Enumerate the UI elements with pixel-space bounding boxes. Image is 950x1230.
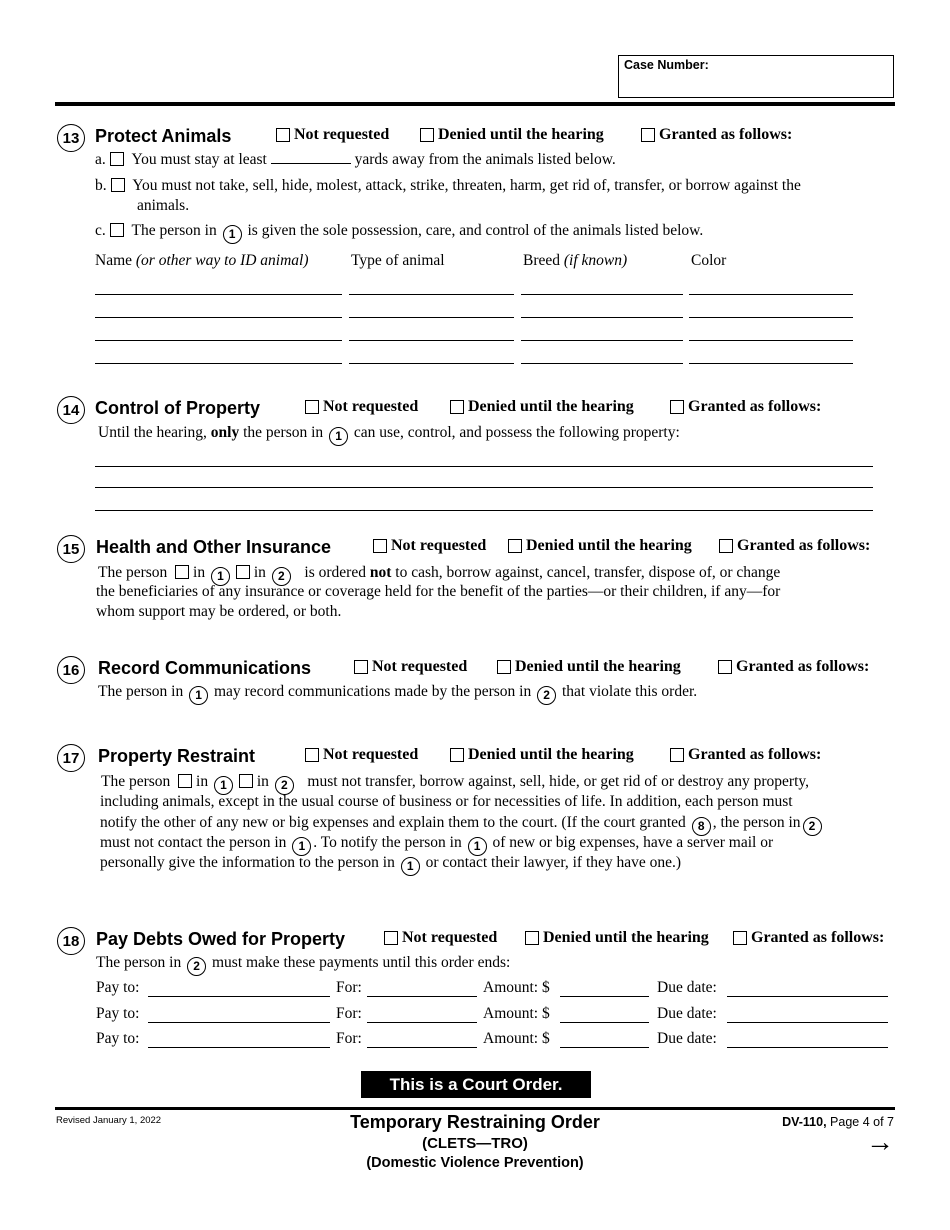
- checkbox[interactable]: [450, 400, 464, 414]
- pay-to-field-3[interactable]: [148, 1047, 330, 1048]
- footer-subtitle-clets: (CLETS—TRO): [422, 1135, 528, 1152]
- checkbox[interactable]: [497, 660, 511, 674]
- footer-rule: [55, 1107, 895, 1110]
- property-line-1[interactable]: [95, 466, 873, 467]
- for-field-3[interactable]: [367, 1047, 477, 1048]
- animal-row-2-name[interactable]: [95, 317, 342, 318]
- s17-denied[interactable]: Denied until the hearing: [450, 746, 634, 764]
- footer-subtitle-dvp: (Domestic Violence Prevention): [366, 1155, 584, 1171]
- checkbox[interactable]: [670, 748, 684, 762]
- due-date-label: Due date:: [657, 1005, 717, 1022]
- for-label: For:: [336, 1005, 362, 1022]
- footer-title: Temporary Restraining Order: [350, 1112, 600, 1132]
- animal-row-2-color[interactable]: [689, 317, 853, 318]
- s16-granted[interactable]: Granted as follows:: [718, 658, 869, 676]
- animal-row-3-color[interactable]: [689, 340, 853, 341]
- s18-not-requested[interactable]: Not requested: [384, 929, 497, 947]
- checkbox[interactable]: [508, 539, 522, 553]
- pay-to-field-2[interactable]: [148, 1022, 330, 1023]
- s13-denied[interactable]: Denied until the hearing: [420, 126, 604, 144]
- checkbox[interactable]: [641, 128, 655, 142]
- checkbox[interactable]: [525, 931, 539, 945]
- section-14-number: 14: [57, 396, 85, 424]
- checkbox[interactable]: [384, 931, 398, 945]
- section-13-number: 13: [57, 124, 85, 152]
- s17-person-1-checkbox[interactable]: [178, 774, 192, 788]
- s13-item-b-cont: animals.: [137, 197, 190, 214]
- section-17-title: Property Restraint: [98, 746, 256, 766]
- s14-not-requested[interactable]: Not requested: [305, 398, 418, 416]
- pay-to-label: Pay to:: [96, 1005, 140, 1022]
- checkbox[interactable]: [670, 400, 684, 414]
- court-order-banner: This is a Court Order.: [361, 1071, 591, 1098]
- animal-row-4-color[interactable]: [689, 363, 853, 364]
- header-rule: [55, 102, 895, 106]
- section-15-number: 15: [57, 535, 85, 563]
- amount-label: Amount: $: [483, 979, 550, 996]
- s16-text: The person in 1 may record communications made by the person in 2 that violate this order.: [98, 682, 697, 705]
- checkbox[interactable]: [420, 128, 434, 142]
- next-page-arrow-icon: →: [866, 1127, 894, 1158]
- amount-field-1[interactable]: [560, 996, 649, 997]
- animal-row-4-name[interactable]: [95, 363, 342, 364]
- col-name-header: Name (or other way to ID animal): [95, 252, 309, 269]
- s13-granted[interactable]: Granted as follows:: [641, 126, 792, 144]
- checkbox[interactable]: [276, 128, 290, 142]
- s15-not-requested[interactable]: Not requested: [373, 537, 486, 555]
- pay-to-field-1[interactable]: [148, 996, 330, 997]
- checkbox[interactable]: [450, 748, 464, 762]
- amount-field-2[interactable]: [560, 1022, 649, 1023]
- s13-b-checkbox[interactable]: [111, 178, 125, 192]
- s14-granted[interactable]: Granted as follows:: [670, 398, 821, 416]
- animal-row-1-breed[interactable]: [521, 294, 683, 295]
- checkbox[interactable]: [733, 931, 747, 945]
- s17-granted[interactable]: Granted as follows:: [670, 746, 821, 764]
- animal-row-1-color[interactable]: [689, 294, 853, 295]
- due-date-label: Due date:: [657, 979, 717, 996]
- s17-not-requested[interactable]: Not requested: [305, 746, 418, 764]
- case-number-label: Case Number:: [624, 58, 709, 72]
- property-line-3[interactable]: [95, 510, 873, 511]
- animal-row-4-breed[interactable]: [521, 363, 683, 364]
- s15-line-3: whom support may be ordered, or both.: [96, 603, 342, 620]
- checkbox[interactable]: [373, 539, 387, 553]
- checkbox[interactable]: [718, 660, 732, 674]
- section-16-title: Record Communications: [98, 658, 312, 678]
- checkbox[interactable]: [305, 400, 319, 414]
- s15-line-2: the beneficiaries of any insurance or coverage held for the benefit of the parties—or their children, if any—for: [96, 583, 781, 600]
- due-date-field-1[interactable]: [727, 996, 888, 997]
- circle-1-ref: 1: [329, 427, 348, 446]
- s15-line-1: The person in 1 in 2 is ordered not to cash, borrow against, cancel, transfer, dispose of, or change: [98, 563, 780, 586]
- col-type-header: Type of animal: [351, 252, 445, 269]
- pay-to-label: Pay to:: [96, 1030, 140, 1047]
- section-14-title: Control of Property: [95, 398, 260, 418]
- section-17-number: 17: [57, 744, 85, 772]
- s18-denied[interactable]: Denied until the hearing: [525, 929, 709, 947]
- due-date-label: Due date:: [657, 1030, 717, 1047]
- due-date-field-3[interactable]: [727, 1047, 888, 1048]
- due-date-field-2[interactable]: [727, 1022, 888, 1023]
- property-line-2[interactable]: [95, 487, 873, 488]
- form-id: DV-110, Page 4 of 7: [782, 1115, 894, 1129]
- s17-person-2-checkbox[interactable]: [239, 774, 253, 788]
- case-number-box[interactable]: [618, 55, 894, 98]
- pay-to-label: Pay to:: [96, 979, 140, 996]
- amount-field-3[interactable]: [560, 1047, 649, 1048]
- animal-row-4-type[interactable]: [349, 363, 514, 364]
- for-label: For:: [336, 979, 362, 996]
- s18-granted[interactable]: Granted as follows:: [733, 929, 884, 947]
- s13-not-requested[interactable]: Not requested: [276, 126, 389, 144]
- s14-denied[interactable]: Denied until the hearing: [450, 398, 634, 416]
- circle-1-ref: 1: [223, 225, 242, 244]
- checkbox[interactable]: [354, 660, 368, 674]
- animal-row-2-breed[interactable]: [521, 317, 683, 318]
- animal-row-3-type[interactable]: [349, 340, 514, 341]
- checkbox[interactable]: [719, 539, 733, 553]
- col-breed-header: Breed (if known): [523, 252, 628, 269]
- s17-line-1: The person in 1 in 2 must not transfer, borrow against, sell, hide, or get rid of or destroy any property,: [101, 772, 809, 795]
- animal-row-1-type[interactable]: [349, 294, 514, 295]
- s17-line-4: must not contact the person in 1 . To notify the person in 1 of new or big expenses, have a server mail or: [100, 833, 773, 856]
- animal-row-1-name[interactable]: [95, 294, 342, 295]
- amount-label: Amount: $: [483, 1030, 550, 1047]
- section-15-title: Health and Other Insurance: [96, 537, 332, 557]
- animal-row-3-breed[interactable]: [521, 340, 683, 341]
- s15-denied[interactable]: Denied until the hearing: [508, 537, 692, 555]
- animal-row-3-name[interactable]: [95, 340, 342, 341]
- revised-date: Revised January 1, 2022: [56, 1115, 162, 1126]
- section-16-number: 16: [57, 656, 85, 684]
- s13-item-a: a. You must stay at least yards away from the animals listed below.: [95, 151, 616, 168]
- section-18-title: Pay Debts Owed for Property: [96, 929, 346, 949]
- s16-denied[interactable]: Denied until the hearing: [497, 658, 681, 676]
- s16-not-requested[interactable]: Not requested: [354, 658, 467, 676]
- s15-granted[interactable]: Granted as follows:: [719, 537, 870, 555]
- section-13-title: Protect Animals: [95, 126, 232, 146]
- s17-line-2: including animals, except in the usual course of business or for necessities of life. In addition, each person must: [100, 793, 793, 810]
- s13-item-b: b. You must not take, sell, hide, molest, attack, strike, threaten, harm, get rid of, transfer, or borrow against the: [95, 177, 801, 194]
- s13-item-c: c. The person in 1 is given the sole possession, care, and control of the animals listed below.: [95, 221, 703, 244]
- s17-line-5: personally give the information to the person in 1 or contact their lawyer, if they have one.): [100, 853, 681, 876]
- s13-a-checkbox[interactable]: [110, 152, 124, 166]
- s18-text: The person in 2 must make these payments until this order ends:: [96, 953, 510, 976]
- checkbox[interactable]: [305, 748, 319, 762]
- section-18-number: 18: [57, 927, 85, 955]
- yards-field[interactable]: [271, 150, 351, 164]
- s14-text: Until the hearing, only the person in 1 can use, control, and possess the following property:: [98, 423, 680, 446]
- for-field-2[interactable]: [367, 1022, 477, 1023]
- col-color-header: Color: [691, 252, 727, 269]
- for-label: For:: [336, 1030, 362, 1047]
- for-field-1[interactable]: [367, 996, 477, 997]
- amount-label: Amount: $: [483, 1005, 550, 1022]
- s15-person-1-checkbox[interactable]: [175, 565, 189, 579]
- animal-row-2-type[interactable]: [349, 317, 514, 318]
- s13-c-checkbox[interactable]: [110, 223, 124, 237]
- s17-line-3: notify the other of any new or big expenses and explain them to the court. (If the court granted 8 , the person in 2: [100, 813, 824, 836]
- s15-person-2-checkbox[interactable]: [236, 565, 250, 579]
